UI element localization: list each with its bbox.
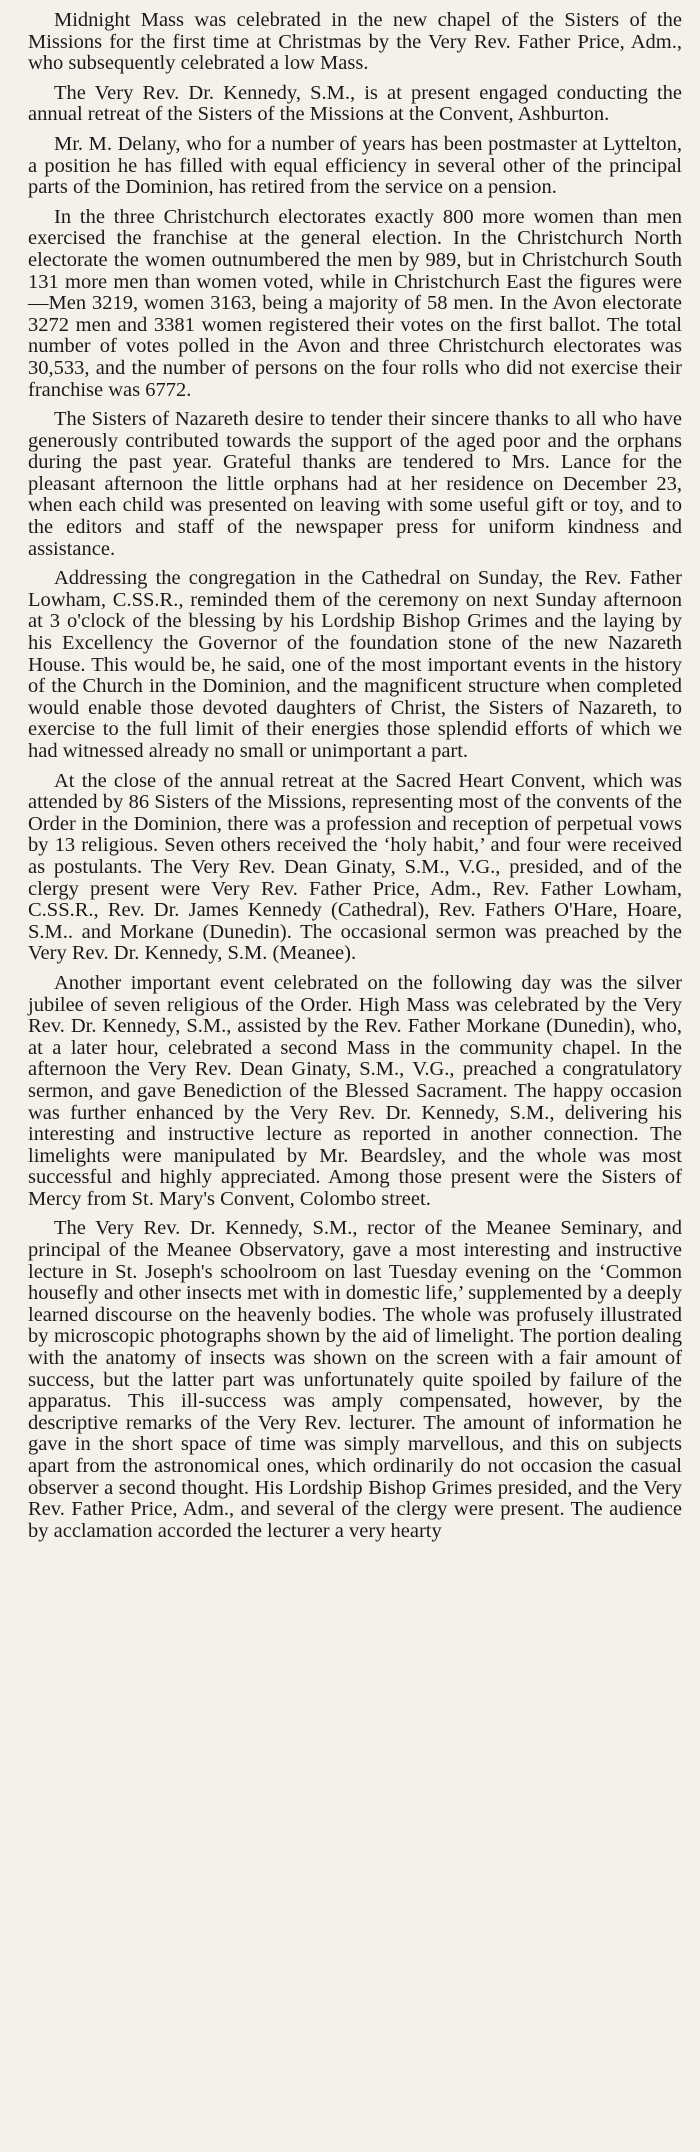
paragraph-retreat-profession: At the close of the annual retreat at the Sacred Heart Convent, which was attended by 86 Sisters of the Missions, representing most of the convents of the Order in the Dominion, there was a profession and reception of perpetual vows by 13 religious. Seven others received the ‘holy habit,’ and four were received as postulants. The Very Rev. Dean Ginaty, S.M., V.G., presided, and of the clergy present were Very Rev. Father Price, Adm., Rev. Father Lowham, C.SS.R., Rev. Dr. James Kennedy (Cathedral), Rev. Fathers O'Hare, Hoare, S.M.. and Morkane (Dunedin). The occasional sermon was preached by the Very Rev. Dr. Kennedy, S.M. (Meanee). [28,769,682,965]
paragraph-annual-retreat: The Very Rev. Dr. Kennedy, S.M., is at present engaged conducting the annual retreat of the Sisters of the Missions at the Convent, Ashburton. [28,81,682,126]
paragraph-nazareth-house-ceremony: Addressing the congregation in the Cathedral on Sunday, the Rev. Father Lowham, C.SS.R., reminded them of the ceremony on next Sunday afternoon at 3 o'clock of the blessing by his Lordship Bishop Grimes and the laying by his Excellency the Governor of the foundation stone of the new Nazareth House. This would be, he said, one of the most important events in the history of the Church in the Dominion, and the magnificent structure when completed would enable those devoted daughters of Christ, the Sisters of Nazareth, to exercise to the full limit of their energies those splendid efforts of which we had witnessed already no small or unimportant a part. [28,567,682,762]
paragraph-silver-jubilee: Another important event celebrated on the following day was the silver jubilee of seven religious of the Order. High Mass was celebrated by the Very Rev. Dr. Kennedy, S.M., assisted by the Rev. Father Morkane (Dunedin), who, at a later hour, celebrated a second Mass in the community chapel. In the afternoon the Very Rev. Dean Ginaty, S.M., V.G., preached a congratulatory sermon, and gave Benediction of the Blessed Sacrament. The happy occasion was further enhanced by the Very Rev. Dr. Kennedy, S.M., delivering his interesting and instructive lecture as reported in another connection. The limelights were manipulated by Mr. Beardsley, and the whole was most successful and highly appreciated. Among those present were the Sisters of Mercy from St. Mary's Convent, Colombo street. [28,971,682,1210]
paragraph-sisters-of-nazareth-thanks: The Sisters of Nazareth desire to tender their sincere thanks to all who have generously contributed towards the support of the aged poor and the orphans during the past year. Grateful thanks are tendered to Mrs. Lance for the pleasant afternoon the little orphans had at her residence on December 23, when each child was presented on leaving with some useful gift or toy, and to the editors and staff of the newspaper press for uniform kindness and assistance. [28,408,682,560]
paragraph-midnight-mass: Midnight Mass was celebrated in the new chapel of the Sisters of the Missions for the first time at Christmas by the Very Rev. Father Price, Adm., who subsequently celebrated a low Mass. [28,9,682,75]
paragraph-electorate-statistics: In the three Christchurch electorates exactly 800 more women than men exercised the franchise at the general election. In the Christchurch North electorate the women outnumbered the men by 989, but in Christchurch South 131 more men than women voted, while in Christchurch East the figures were—Men 3219, women 3163, being a majority of 58 men. In the Avon electorate 3272 men and 3381 women registered their votes on the first ballot. The total number of votes polled in the Avon and three Christchurch electorates was 30,533, and the number of persons on the four rolls who did not exercise their franchise was 6772. [28,205,682,401]
paragraph-postmaster-retired: Mr. M. Delany, who for a number of years has been postmaster at Lyttelton, a position he has filled with equal efficiency in several other of the principal parts of the Dominion, has retired from the service on a pension. [28,132,682,199]
paragraph-lecture-report: The Very Rev. Dr. Kennedy, S.M., rector of the Meanee Seminary, and principal of the Meanee Observatory, gave a most interesting and instructive lecture in St. Joseph's schoolroom on last Tuesday evening on the ‘Common housefly and other insects met with in domestic life,’ supplemented by a deeply learned discourse on the heavenly bodies. The whole was profusely illustrated by microscopic photographs shown by the aid of limelight. The portion dealing with the anatomy of insects was shown on the screen with a fair amount of success, but the latter part was unfortunately quite spoiled by failure of the apparatus. This ill-success was amply compensated, however, by the descriptive remarks of the Very Rev. lecturer. The amount of information he gave in the short space of time was simply marvellous, and this on subjects apart from the astronomical ones, which ordinarily do not occasion the casual observer a second thought. His Lordship Bishop Grimes presided, and the Very Rev. Father Price, Adm., and several of the clergy were present. The audience by acclamation accorded the lecturer a very hearty [28,1217,682,1542]
